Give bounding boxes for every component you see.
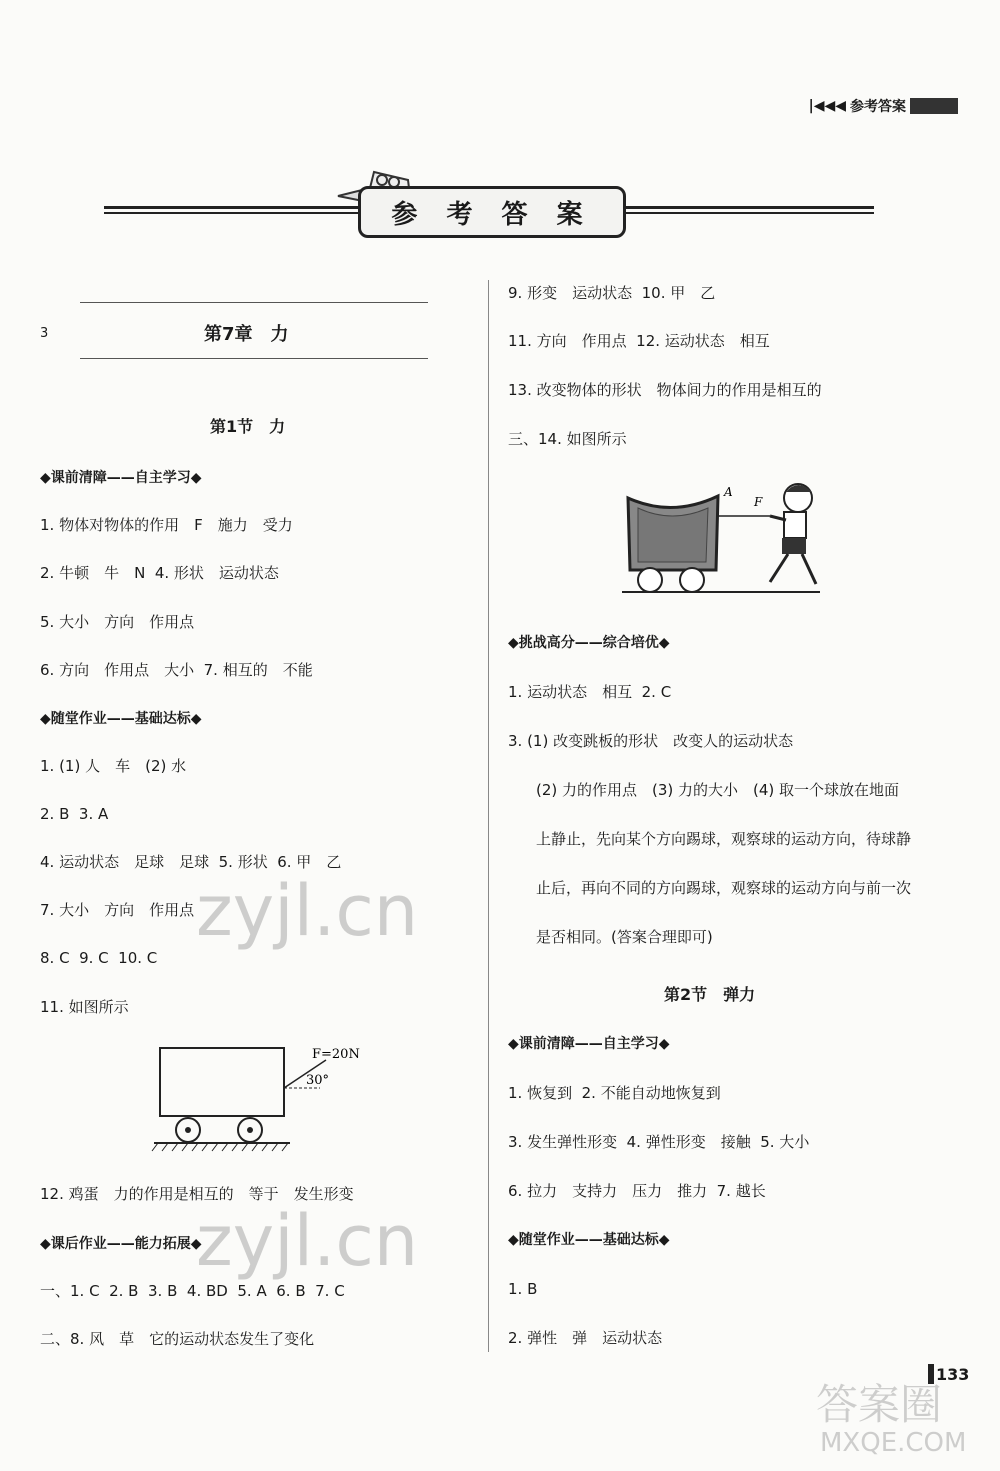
section-heading: ◆随堂作业——基础达标◆	[508, 1232, 670, 1248]
cart-force-figure	[150, 1040, 360, 1160]
answer-line: 二、8. 风 草 它的运动状态发生了变化	[40, 1330, 315, 1348]
header-arrows: |◀◀◀	[808, 98, 846, 114]
section-heading: ◆挑战高分——综合培优◆	[508, 635, 670, 651]
banner-rule-left-2	[104, 212, 358, 214]
figure1-angle-label: 30°	[306, 1073, 330, 1088]
answer-line: 4. 运动状态 足球 足球 5. 形状 6. 甲 乙	[40, 853, 342, 871]
column-divider	[488, 280, 489, 1352]
section-heading: ◆课前清障——自主学习◆	[40, 470, 202, 486]
figure2-force-label: F	[754, 495, 763, 509]
watermark: zyjl.cn	[196, 870, 419, 952]
boy-pulling-cart-figure	[620, 478, 830, 598]
chapter-rule-top	[80, 302, 428, 303]
answer-line: 1. 恢复到 2. 不能自动地恢复到	[508, 1084, 721, 1102]
answer-line: (2) 力的作用点 (3) 力的大小 (4) 取一个球放在地面	[536, 781, 900, 799]
answer-line: 8. C 9. C 10. C	[40, 949, 158, 967]
header-label: 参考答案	[850, 99, 906, 115]
answer-line: 3. (1) 改变跳板的形状 改变人的运动状态	[508, 732, 794, 750]
answer-line: 是否相同。(答案合理即可)	[536, 928, 713, 946]
answer-line: 一、1. C 2. B 3. B 4. BD 5. A 6. B 7. C	[40, 1282, 345, 1300]
answer-line: 6. 拉力 支持力 压力 推力 7. 越长	[508, 1182, 766, 1200]
watermark: zyjl.cn	[196, 1200, 419, 1282]
watermark: MXQE.COM	[820, 1428, 967, 1458]
answer-line: 上静止，先向某个方向踢球，观察球的运动方向，待球静	[536, 830, 912, 848]
banner-title: 参 考 答 案	[358, 186, 626, 238]
answer-line: 9. 形变 运动状态 10. 甲 乙	[508, 284, 716, 302]
answer-line: 13. 改变物体的形状 物体间力的作用是相互的	[508, 381, 822, 399]
answer-line: 6. 方向 作用点 大小 7. 相互的 不能	[40, 661, 313, 679]
banner-rule-right	[620, 206, 874, 209]
answer-line: 11. 如图所示	[40, 998, 129, 1016]
side-number: 3	[40, 326, 49, 341]
answer-line: 7. 大小 方向 作用点	[40, 901, 195, 919]
answer-line: 1. 物体对物体的作用 F 施力 受力	[40, 516, 293, 534]
figure2-point-label: A	[724, 485, 733, 499]
banner-rule-right-2	[620, 212, 874, 214]
answer-line: 3. 发生弹性形变 4. 弹性形变 接触 5. 大小	[508, 1133, 810, 1151]
chapter-title: 第7章 力	[204, 324, 289, 345]
section-heading: ◆课前清障——自主学习◆	[508, 1036, 670, 1052]
header-bar	[910, 98, 958, 114]
answer-line: 11. 方向 作用点 12. 运动状态 相互	[508, 332, 770, 350]
figure1-force-label: F=20N	[312, 1047, 360, 1062]
running-header	[809, 96, 958, 116]
section-title: 第2节 弹力	[664, 985, 756, 1004]
answer-line: 2. B 3. A	[40, 805, 109, 823]
answer-line: 1. (1) 人 车 (2) 水	[40, 757, 187, 775]
answer-line: 1. B	[508, 1280, 538, 1298]
section-heading: ◆随堂作业——基础达标◆	[40, 711, 202, 727]
section-heading: ◆课后作业——能力拓展◆	[40, 1236, 202, 1252]
answer-line: 5. 大小 方向 作用点	[40, 613, 195, 631]
answer-line: 12. 鸡蛋 力的作用是相互的 等于 发生形变	[40, 1185, 354, 1203]
answer-line: 2. 牛顿 牛 N 4. 形状 运动状态	[40, 564, 279, 582]
answer-line: 2. 弹性 弹 运动状态	[508, 1329, 663, 1347]
answer-line: 三、14. 如图所示	[508, 430, 627, 448]
answer-line: 1. 运动状态 相互 2. C	[508, 683, 672, 701]
page-number-text: 133	[936, 1364, 970, 1384]
section-title: 第1节 力	[210, 417, 286, 436]
chapter-rule-bottom	[80, 358, 428, 359]
answer-line: 止后，再向不同的方向踢球，观察球的运动方向与前一次	[536, 879, 912, 897]
watermark: 答案圈	[816, 1380, 943, 1429]
banner-rule-left	[104, 206, 358, 209]
